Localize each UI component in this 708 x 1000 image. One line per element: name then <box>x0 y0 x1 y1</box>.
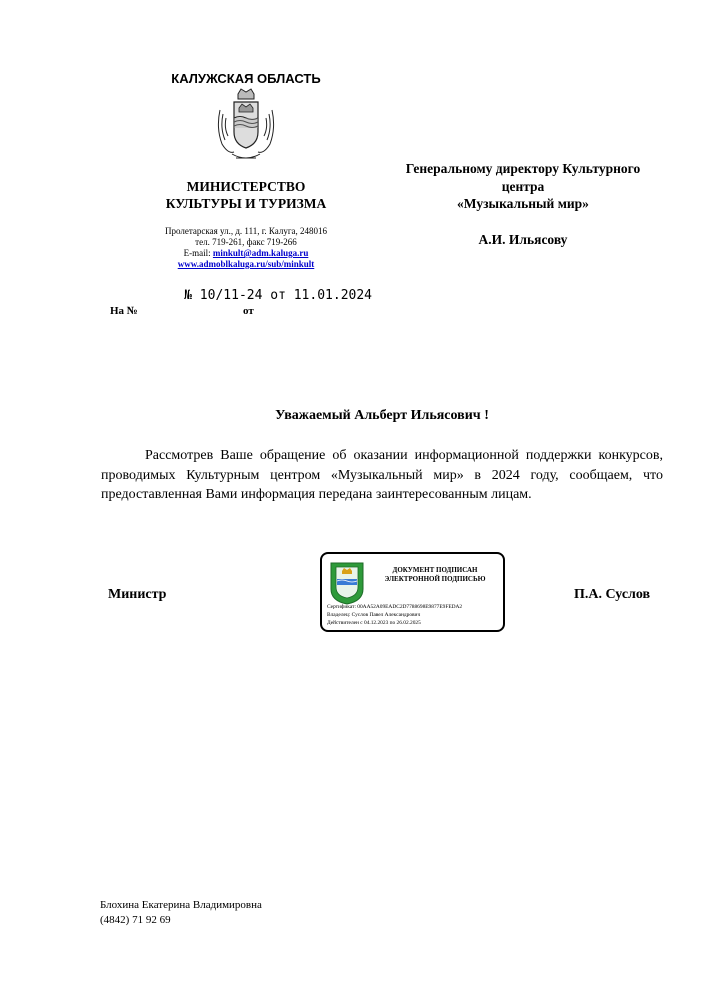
addressee-name: А.И. Ильясову <box>478 232 568 247</box>
in-reply-label: На № <box>110 305 138 317</box>
stamp-title-line-1: ДОКУМЕНТ ПОДПИСАН <box>392 566 478 574</box>
ministry-name <box>110 178 382 212</box>
ministry-line-2: КУЛЬТУРЫ И ТУРИЗМА <box>165 196 327 211</box>
stamp-owner: Владелец: Суслов Павел Александрович <box>327 612 421 618</box>
addressee-line-3: «Музыкальный мир» <box>457 196 589 211</box>
signer-name: П.А. Суслов <box>574 587 651 602</box>
region-title: КАЛУЖСКАЯ ОБЛАСТЬ <box>171 71 321 86</box>
stamp-title-line-2: ЭЛЕКТРОННОЙ ПОДПИСЬЮ <box>384 575 486 583</box>
ministry-contacts <box>120 226 372 270</box>
registration-number: № 10/11-24 от 11.01.2024 <box>184 288 372 303</box>
kaluga-coat-of-arms-icon <box>214 88 278 166</box>
stamp-validity: Действителен с 04.12.2023 по 26.02.2025 <box>327 620 421 626</box>
in-reply-from-label: от <box>243 305 254 317</box>
email-label: E-mail: <box>183 248 213 258</box>
stamp-title <box>368 566 502 584</box>
addressee-line-2: центра <box>501 178 545 194</box>
ministry-line-1: МИНИСТЕРСТВО <box>186 179 306 194</box>
executor-name: Блохина Екатерина Владимировна <box>100 899 262 911</box>
signer-title: Министр <box>108 587 167 602</box>
stamp-certificate: Сертификат: 00AA52A09EADC2D7788698E9877E9FEDA2 <box>327 604 463 610</box>
ministry-email-row <box>120 248 372 259</box>
executor-phone: (4842) 71 92 69 <box>100 913 171 926</box>
addressee-block <box>383 160 663 213</box>
addressee-line-1: Генеральному директору Культурного <box>405 161 641 176</box>
ministry-phone: тел. 719-261, факс 719-266 <box>195 237 297 247</box>
salutation: Уважаемый Альберт Ильясович ! <box>275 408 489 423</box>
kaluga-emblem-color-icon <box>329 561 365 605</box>
electronic-signature-stamp <box>320 552 505 632</box>
email-link[interactable]: minkult@adm.kaluga.ru <box>212 248 309 258</box>
website-link[interactable]: www.admoblkaluga.ru/sub/minkult <box>177 259 315 269</box>
letter-body: Рассмотрев Ваше обращение об оказании информационной поддержки конкурсов, проводимых Культурным центром «Музыкальный мир» в 2024 году, сообщаем, что предоставленная Вами информация передана заинтересованным лицам. <box>101 448 663 502</box>
ministry-address: Пролетарская ул., д. 111, г. Калуга, 248016 <box>164 226 328 236</box>
ministry-website-row <box>120 259 372 270</box>
executor-block <box>100 898 262 927</box>
